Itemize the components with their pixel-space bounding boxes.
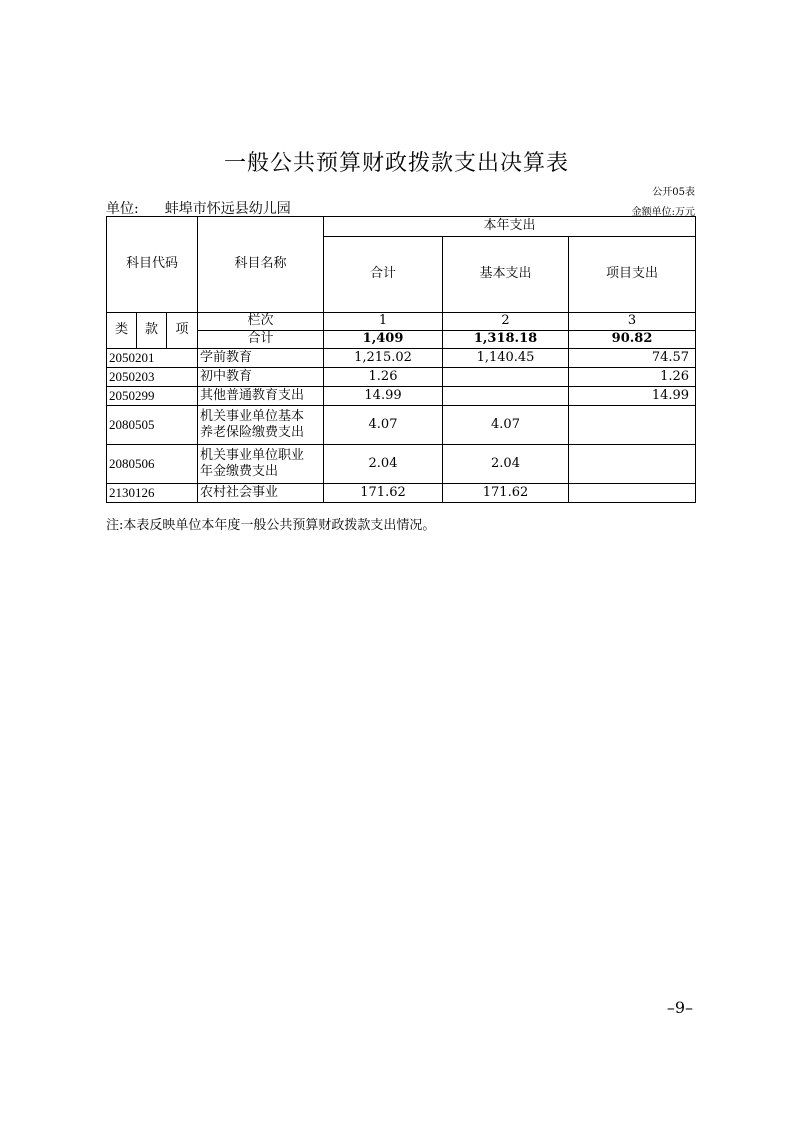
row-project: 1.26 <box>569 368 696 387</box>
row-code: 2080505 <box>107 406 198 445</box>
row-name-line2: 年金缴费支出 <box>200 464 279 479</box>
unit-name: 蚌埠市怀远县幼儿园 <box>164 201 291 217</box>
page-number: –9– <box>666 998 693 1017</box>
row-name: 其他普通教育支出 <box>198 387 324 406</box>
row-total: 171.62 <box>324 484 443 503</box>
total-row-basic: 1,318.18 <box>443 331 569 349</box>
row-basic <box>443 387 569 406</box>
total-row-project: 90.82 <box>569 331 696 349</box>
row-name: 学前教育 <box>198 349 324 368</box>
col-index-3: 3 <box>569 313 696 331</box>
col-index-1: 1 <box>324 313 443 331</box>
total-row-total: 1,409 <box>324 331 443 349</box>
row-name-line1: 机关事业单位职业 <box>200 447 305 463</box>
money-unit: 金额单位:万元 <box>631 207 695 218</box>
row-project: 14.99 <box>569 387 696 406</box>
header-total: 合计 <box>324 237 443 313</box>
row-basic: 4.07 <box>443 406 569 445</box>
header-subject-code: 科目代码 <box>107 217 198 313</box>
row-name-line2: 养老保险缴费支出 <box>200 425 305 440</box>
table-note: 注:本表反映单位本年度一般公共预算财政拨款支出情况。 <box>106 518 436 533</box>
row-project <box>569 484 696 503</box>
row-name: 农村社会事业 <box>198 484 324 503</box>
row-total: 1.26 <box>324 368 443 387</box>
table-row <box>107 445 696 484</box>
table-row <box>107 387 696 406</box>
row-code: 2050299 <box>107 387 198 406</box>
table-row <box>107 349 696 368</box>
header-project: 项目支出 <box>569 237 696 313</box>
row-basic: 171.62 <box>443 484 569 503</box>
row-total: 14.99 <box>324 387 443 406</box>
row-code: 2050203 <box>107 368 198 387</box>
col-index-2: 2 <box>443 313 569 331</box>
expenditure-table <box>106 216 696 503</box>
row-total: 1,215.02 <box>324 349 443 368</box>
header-subject-name: 科目名称 <box>198 217 324 313</box>
table-row <box>107 406 696 445</box>
row-code: 2080506 <box>107 445 198 484</box>
form-number: 公开05表 <box>652 187 695 198</box>
row-name <box>198 406 324 445</box>
row-project: 74.57 <box>569 349 696 368</box>
unit-line <box>106 198 291 218</box>
table-row <box>107 484 696 503</box>
row-basic <box>443 368 569 387</box>
row-basic: 1,140.45 <box>443 349 569 368</box>
header-column-no: 栏次 <box>198 313 324 331</box>
header-basic: 基本支出 <box>443 237 569 313</box>
header-lei: 类 <box>107 313 137 349</box>
row-name-line1: 机关事业单位基本 <box>200 408 305 424</box>
row-total: 4.07 <box>324 406 443 445</box>
row-name <box>198 445 324 484</box>
header-xiang: 项 <box>167 313 198 349</box>
header-current-year: 本年支出 <box>324 217 696 237</box>
row-name: 初中教育 <box>198 368 324 387</box>
row-basic: 2.04 <box>443 445 569 484</box>
page-title: 一般公共预算财政拨款支出决算表 <box>223 151 569 176</box>
row-code: 2050201 <box>107 349 198 368</box>
row-project <box>569 445 696 484</box>
row-project <box>569 406 696 445</box>
total-row-label: 合计 <box>198 331 324 349</box>
unit-label: 单位: <box>106 201 139 217</box>
table-row <box>107 368 696 387</box>
row-total: 2.04 <box>324 445 443 484</box>
header-kuan: 款 <box>137 313 167 349</box>
row-code: 2130126 <box>107 484 198 503</box>
